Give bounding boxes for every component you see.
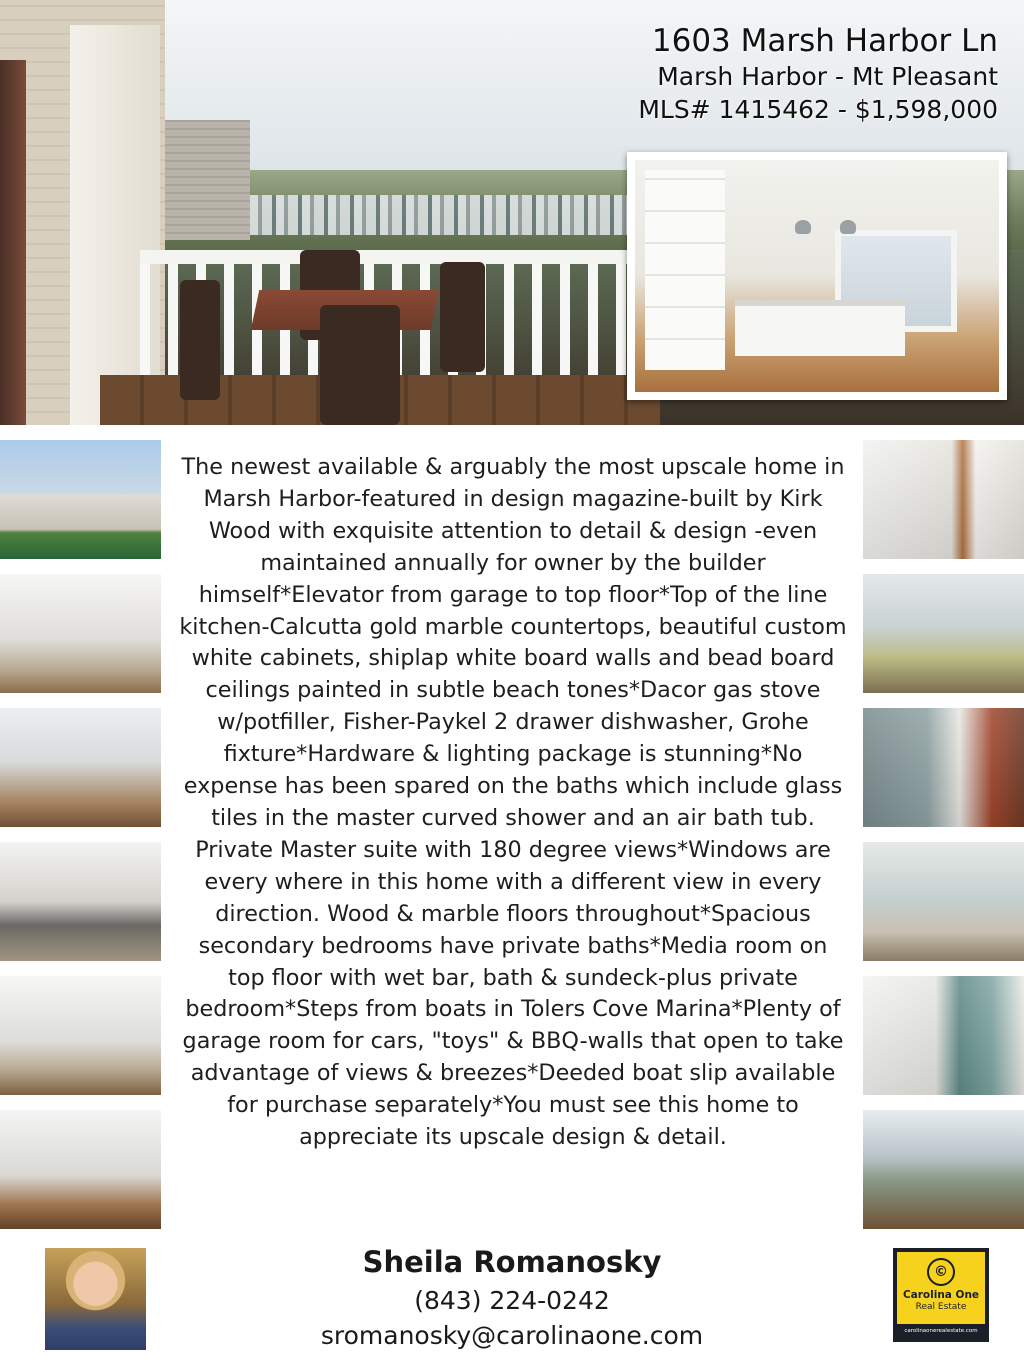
listing-address: 1603 Marsh Harbor Ln [651, 23, 998, 59]
brand-logo [893, 1248, 989, 1342]
photo-guest-bath [863, 976, 1024, 1095]
pendant-light [795, 220, 811, 234]
listing-neighborhood: Marsh Harbor - Mt Pleasant [657, 62, 998, 91]
hero-marina [250, 195, 670, 235]
photo-porch [863, 1110, 1024, 1229]
photo-living-room [0, 574, 161, 693]
photo-master-bath [863, 708, 1024, 827]
hero-door [0, 60, 26, 425]
listing-header [638, 22, 998, 126]
listing-mls-price: MLS# 1415462 - $1,598,000 [638, 95, 998, 124]
agent-name: Sheila Romanosky [362, 1245, 662, 1279]
photo-hallway [863, 440, 1024, 559]
photo-exterior [0, 440, 161, 559]
kitchen-cabinets [645, 170, 725, 370]
hero-chair [320, 305, 400, 425]
copyright-icon: © [927, 1258, 955, 1286]
hero-chair [440, 262, 485, 372]
photo-master-bedroom [863, 574, 1024, 693]
hero-townhouses [165, 120, 250, 240]
agent-email: sromanosky@carolinaone.com [320, 1321, 704, 1350]
hero-chair [180, 280, 220, 400]
featured-photo-kitchen [627, 152, 1007, 400]
brand-url: carolinaonerealestate.com [904, 1328, 978, 1334]
brand-logo-panel [897, 1252, 985, 1324]
photo-dining-room [0, 1110, 161, 1229]
brand-name: Carolina One [902, 1289, 980, 1301]
photo-guest-bedroom [863, 842, 1024, 961]
photo-kitchen [0, 842, 161, 961]
kitchen-image [635, 160, 999, 392]
agent-phone: (843) 224-0242 [414, 1286, 610, 1315]
pendant-light [840, 220, 856, 234]
brand-tagline: Real Estate [915, 1302, 967, 1312]
agent-photo [45, 1248, 146, 1350]
photo-breakfast-nook [0, 976, 161, 1095]
photo-great-room [0, 708, 161, 827]
kitchen-island [735, 300, 905, 356]
listing-description: The newest available & arguably the most upscale home in Marsh Harbor-featured in design magazine-built by Kirk Wood with exquisite attention to detail & design -even maintained annually for owner by the builder himself*Elevator from garage to top floor*Top of the line kitchen-Calcutta gold marble countertops, beautiful custom white cabinets, shiplap white board walls and bead board ceilings painted in subtle beach tones*Dacor gas stove w/potfiller, Fisher-Paykel 2 drawer dishwasher, Grohe fixture*Hardware & lighting package is stunning*No expense has been spared on the baths which include glass tiles in the master curved shower and an air bath tub. Private Master suite with 180 degree views*Windows are every where in this home with a different view in every direction. Wood & marble floors throughout*Spacious secondary bedrooms have private baths*Media room on top floor with wet bar, bath & sundeck-plus private bedroom*Steps from boats in Tolers Cove Marina*Plenty of garage room for cars, "toys" & BBQ-walls that open to take advantage of views & breezes*Deeded boat slip available for purchase separately*You must see this home to appreciate its upscale design & detail. [179, 454, 847, 1151]
